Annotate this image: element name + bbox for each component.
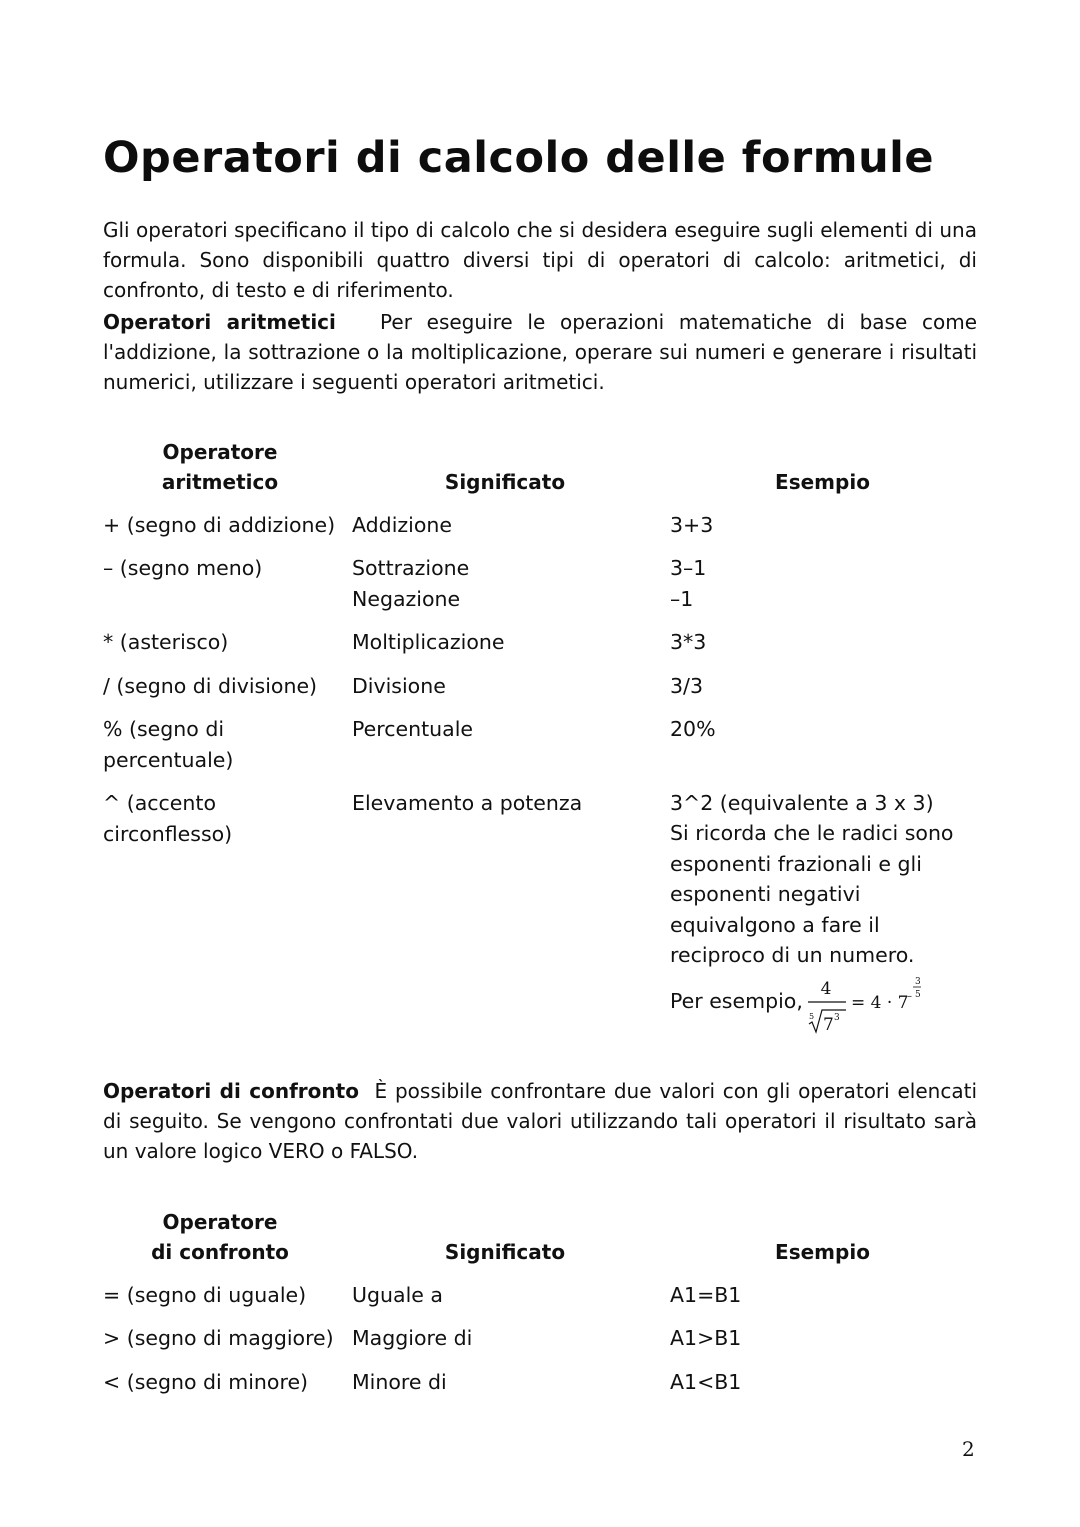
radical-index: 5	[809, 1012, 815, 1021]
arith-paragraph	[103, 307, 977, 397]
comp-header-operator	[140, 1207, 300, 1267]
arith-example: 3+3	[670, 513, 714, 537]
comp-meaning: Minore di	[352, 1370, 447, 1394]
arith-meaning: Percentuale	[352, 717, 473, 741]
arith-meaning: Divisione	[352, 674, 446, 698]
exponent-sign: –	[907, 991, 912, 1002]
formula-example	[670, 974, 970, 1038]
arith-header-operator-line1: Operatore	[162, 440, 278, 464]
comp-header-operator-line2: di confronto	[151, 1240, 289, 1264]
arith-op: / (segno di divisione)	[103, 674, 318, 698]
comp-op: < (segno di minore)	[103, 1370, 309, 1394]
arith-op: ^ (accento circonflesso)	[103, 791, 233, 846]
arith-example: 3*3	[670, 630, 707, 654]
arith-example: 20%	[670, 717, 716, 741]
arith-op: + (segno di addizione)	[103, 513, 336, 537]
comp-heading: Operatori di confronto	[103, 1079, 359, 1103]
formula-graphic	[670, 974, 970, 1038]
arith-example: –1	[670, 587, 694, 611]
formula-numerator: 4	[820, 979, 832, 999]
radicand: 7	[823, 1015, 834, 1035]
arith-header-example: Esempio	[775, 470, 870, 494]
comp-meaning: Maggiore di	[352, 1326, 473, 1350]
arith-meaning: Elevamento a potenza	[352, 791, 583, 815]
arith-example: 3/3	[670, 674, 703, 698]
comp-header-example: Esempio	[775, 1240, 870, 1264]
arith-example: 3^2 (equivalente a 3 x 3)	[670, 791, 934, 815]
arith-heading: Operatori aritmetici	[103, 310, 336, 334]
arith-meaning: Sottrazione	[352, 556, 470, 580]
arith-note: Si ricorda che le radici sono esponenti frazionali e gli esponenti negativi equivalgono a fare il reciproco di un numero.	[670, 821, 954, 967]
comp-meaning: Uguale a	[352, 1283, 443, 1307]
comp-text: È possibile confrontare due valori con gli operatori elencati di seguito. Se vengono confrontati due valori utilizzando tali operatori il risultato sarà un valore logico VERO o FALSO.	[103, 1079, 977, 1163]
exponent-numerator: 3	[915, 977, 921, 987]
comp-paragraph	[103, 1076, 977, 1166]
comp-example: A1=B1	[670, 1283, 742, 1307]
arith-op: % (segno di percentuale)	[103, 717, 234, 772]
formula-label: Per esempio,	[670, 989, 803, 1013]
arith-meaning: Moltiplicazione	[352, 630, 505, 654]
comp-op: > (segno di maggiore)	[103, 1326, 334, 1350]
arith-meaning: Negazione	[352, 587, 461, 611]
arith-text: Per eseguire le operazioni matematiche di base come l'addizione, la sottrazione o la moltiplicazione, operare sui numeri e generare i risultati numerici, utilizzare i seguenti operatori aritmetici.	[103, 310, 978, 394]
arith-header-operator-line2: aritmetico	[161, 470, 279, 494]
arith-header-meaning: Significato	[444, 470, 566, 494]
arith-op: * (asterisco)	[103, 630, 229, 654]
comp-header-meaning: Significato	[444, 1240, 566, 1264]
comp-header-operator-line1: Operatore	[162, 1210, 278, 1234]
arith-example: 3–1	[670, 556, 707, 580]
page-number: 2	[962, 1437, 975, 1461]
radicand-exponent: 3	[834, 1013, 840, 1023]
arith-meaning: Addizione	[352, 513, 452, 537]
comp-example: A1>B1	[670, 1326, 742, 1350]
comp-op: = (segno di uguale)	[103, 1283, 307, 1307]
page-title: Operatori di calcolo delle formule	[103, 133, 935, 183]
arith-op: – (segno meno)	[103, 556, 263, 580]
arith-header-operator	[140, 437, 300, 497]
exponent-denominator: 5	[915, 990, 921, 1000]
comp-example: A1<B1	[670, 1370, 742, 1394]
intro-paragraph: Gli operatori specificano il tipo di calcolo che si desidera eseguire sugli elementi di una formula. Sono disponibili quattro diversi tipi di operatori di calcolo: aritmetici, di confronto, di testo e di riferimento.	[103, 218, 977, 302]
formula-rhs: = 4 · 7	[851, 993, 909, 1013]
